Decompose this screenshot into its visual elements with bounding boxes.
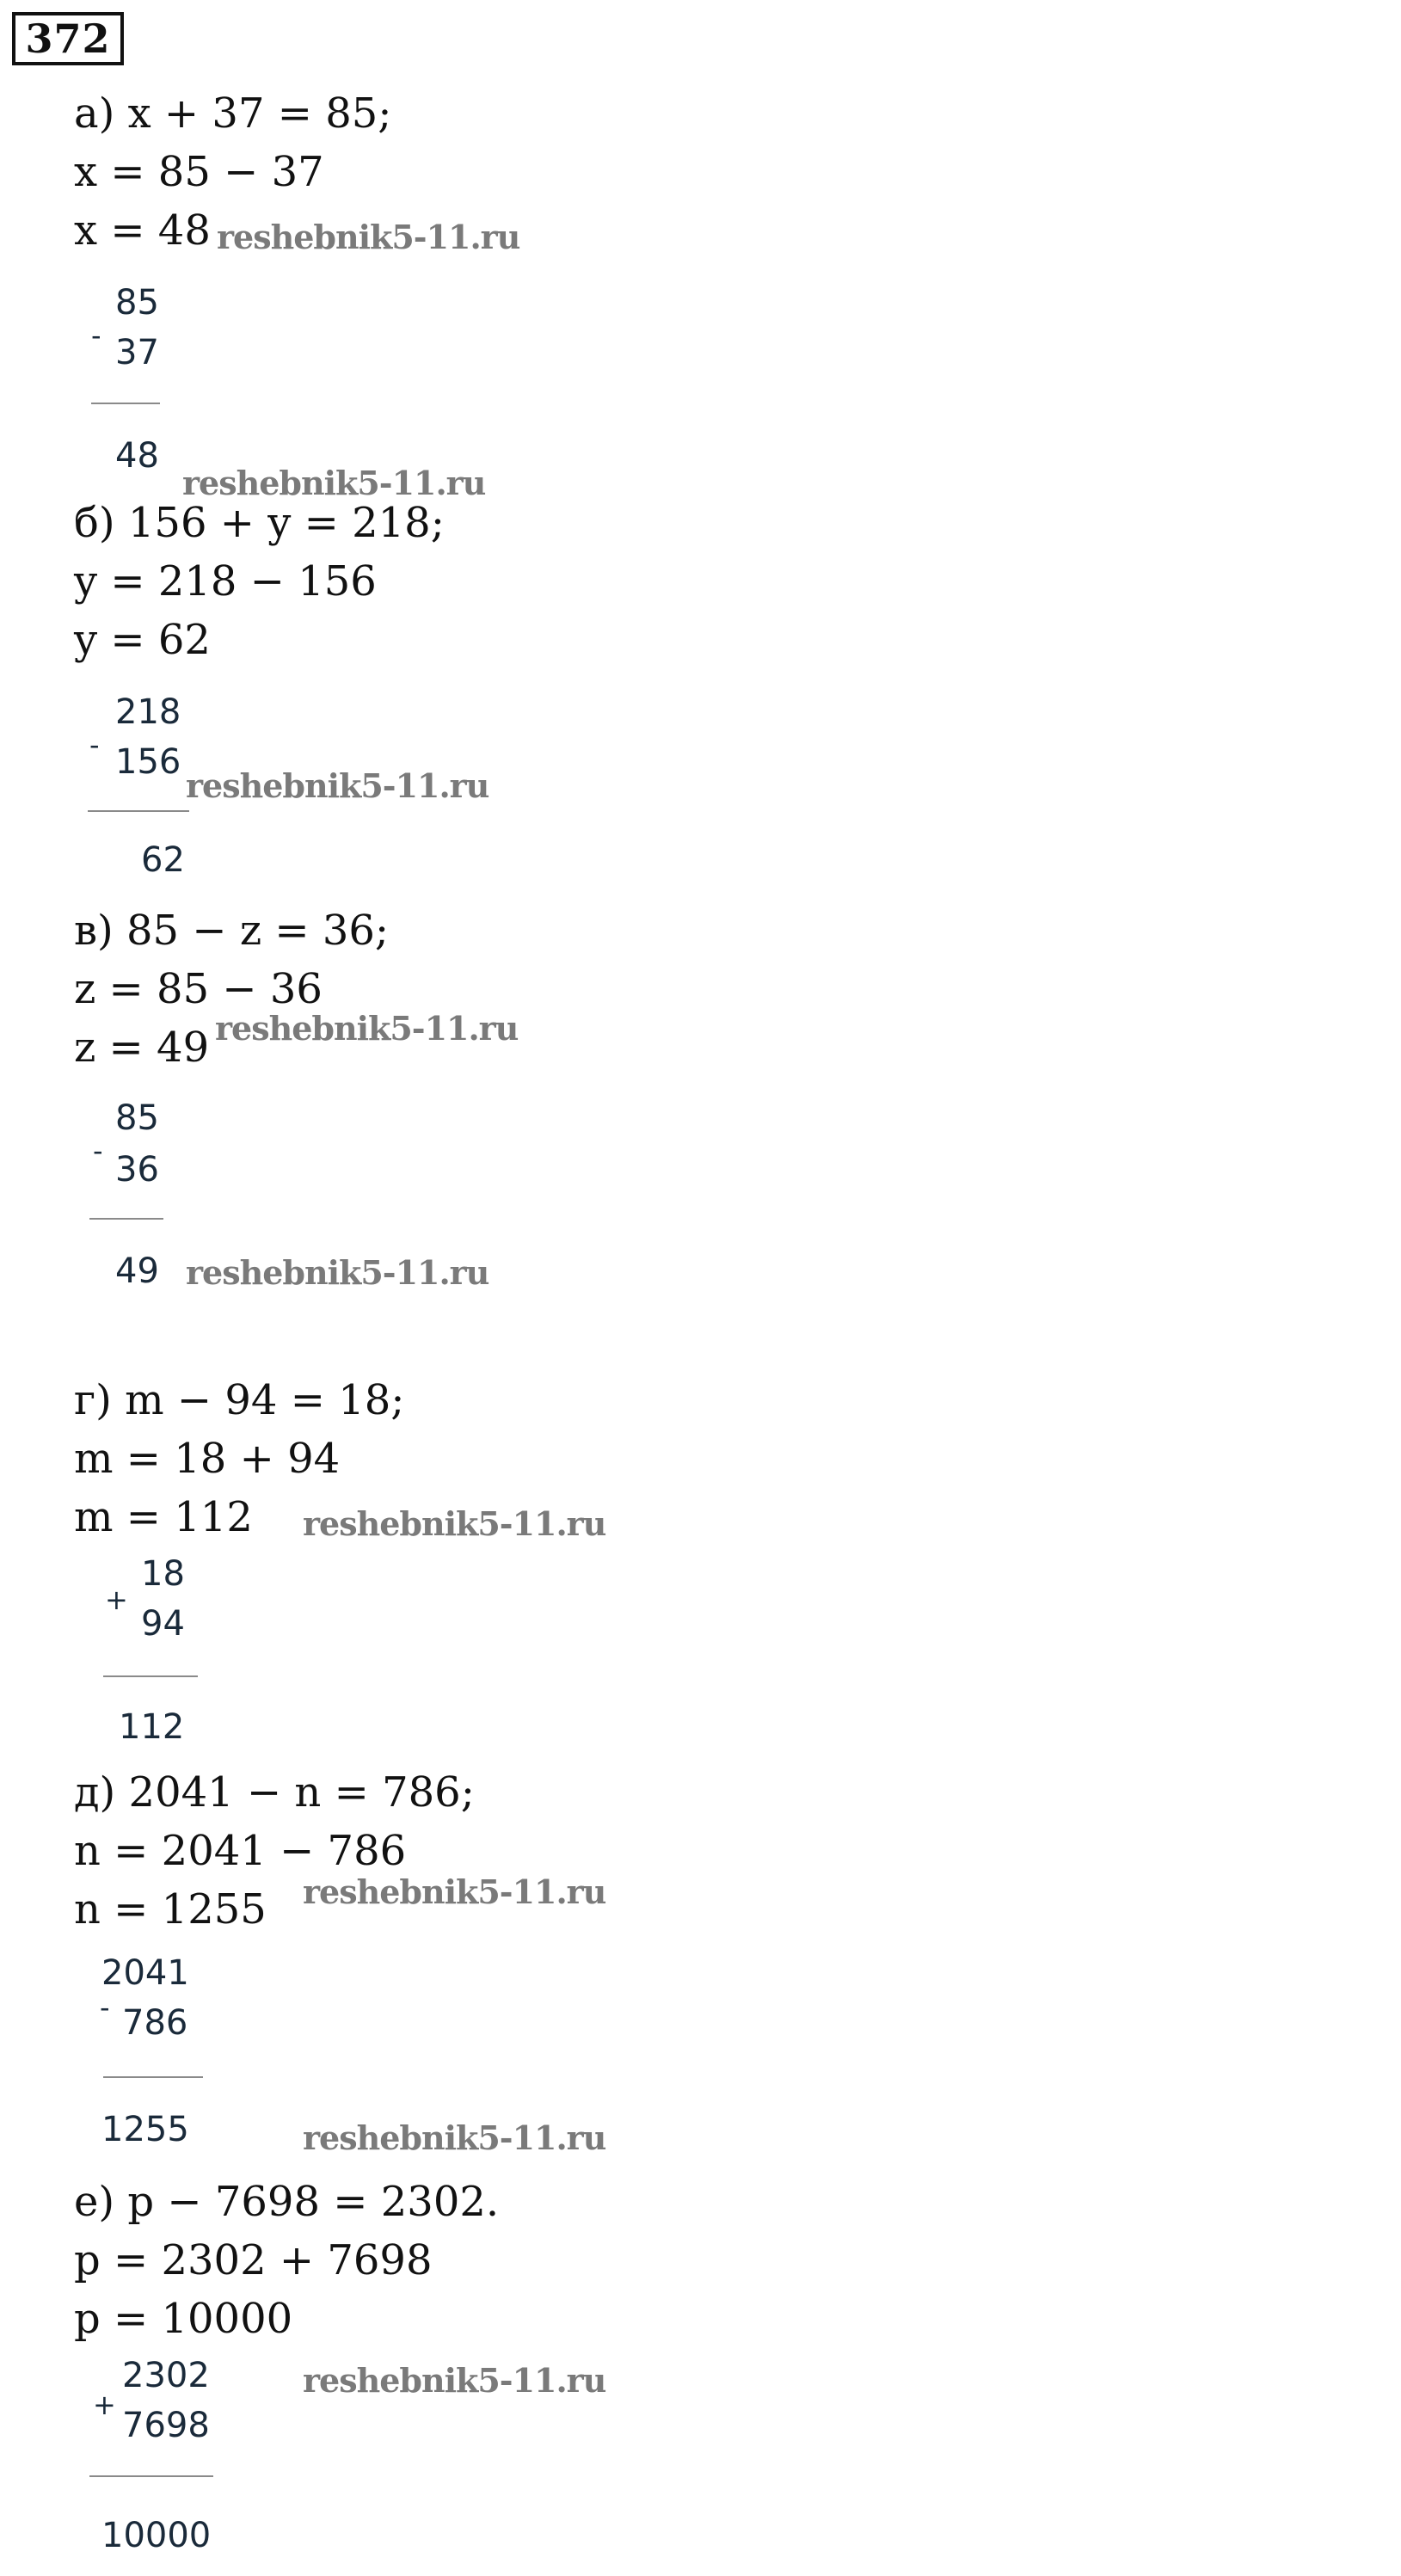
part-b-line-1: б) 156 + y = 218;	[74, 499, 445, 547]
part-g-line-3: m = 112	[74, 1493, 253, 1541]
part-e-line-3: p = 10000	[74, 2295, 293, 2343]
part-d-column-calc	[95, 1954, 224, 2152]
part-g-line-2: m = 18 + 94	[74, 1435, 341, 1483]
column-divider	[88, 810, 189, 812]
watermark: reshebnik5-11.ru	[303, 2118, 606, 2157]
watermark: reshebnik5-11.ru	[215, 1009, 519, 1048]
column-operator: -	[100, 1991, 110, 2024]
problem-number: 372	[25, 15, 111, 62]
watermark: reshebnik5-11.ru	[182, 464, 486, 502]
column-divider	[89, 1218, 163, 1220]
part-v-line-1: в) 85 − z = 36;	[74, 907, 390, 955]
part-a-column-calc	[86, 284, 189, 482]
column-result: 1255	[101, 2110, 189, 2149]
column-top: 2302	[122, 2356, 210, 2395]
part-d-line-3: n = 1255	[74, 1885, 267, 1934]
column-result: 49	[115, 1251, 159, 1291]
column-divider	[89, 2475, 213, 2477]
column-bottom: 786	[122, 2003, 188, 2043]
watermark: reshebnik5-11.ru	[186, 766, 489, 805]
part-g-line-1: г) m − 94 = 18;	[74, 1376, 405, 1424]
watermark: reshebnik5-11.ru	[217, 218, 520, 256]
part-v-column-calc	[86, 1099, 189, 1297]
watermark: reshebnik5-11.ru	[303, 1872, 606, 1911]
watermark: reshebnik5-11.ru	[303, 1504, 606, 1543]
column-divider	[103, 1675, 198, 1677]
part-b-line-3: y = 62	[74, 616, 211, 664]
column-top: 85	[115, 1098, 159, 1138]
column-result: 48	[115, 436, 159, 476]
column-bottom: 7698	[122, 2406, 210, 2445]
column-top: 85	[115, 283, 159, 323]
watermark: reshebnik5-11.ru	[186, 1253, 489, 1292]
watermark: reshebnik5-11.ru	[303, 2361, 606, 2400]
column-result: 10000	[101, 2516, 212, 2555]
part-d-line-2: n = 2041 − 786	[74, 1827, 407, 1875]
part-e-column-calc	[86, 2357, 241, 2563]
part-a-line-2: x = 85 − 37	[74, 148, 324, 196]
column-bottom: 156	[115, 742, 181, 782]
column-operator: +	[93, 2388, 116, 2421]
column-divider	[91, 403, 160, 404]
part-a-line-3: x = 48	[74, 206, 211, 255]
column-result: 112	[119, 1707, 185, 1747]
column-operator: -	[93, 1134, 103, 1167]
column-divider	[103, 2076, 203, 2078]
column-bottom: 36	[115, 1150, 159, 1190]
column-bottom: 37	[115, 333, 159, 372]
part-v-line-3: z = 49	[74, 1024, 210, 1072]
part-e-line-2: p = 2302 + 7698	[74, 2236, 433, 2284]
column-top: 2041	[101, 1953, 189, 1993]
part-a-line-1: а) x + 37 = 85;	[74, 89, 392, 138]
problem-number-box	[12, 12, 124, 65]
part-b-line-2: y = 218 − 156	[74, 557, 377, 606]
column-top: 218	[115, 692, 181, 732]
column-operator: +	[105, 1583, 128, 1616]
part-v-line-2: z = 85 − 36	[74, 965, 323, 1013]
part-g-column-calc	[95, 1555, 215, 1753]
column-result: 62	[141, 840, 185, 880]
column-operator: -	[91, 319, 101, 352]
column-operator: -	[89, 729, 100, 761]
part-e-line-1: е) p − 7698 = 2302.	[74, 2178, 500, 2226]
column-top: 18	[141, 1554, 185, 1594]
part-d-line-1: д) 2041 − n = 786;	[74, 1768, 475, 1817]
column-bottom: 94	[141, 1604, 185, 1644]
